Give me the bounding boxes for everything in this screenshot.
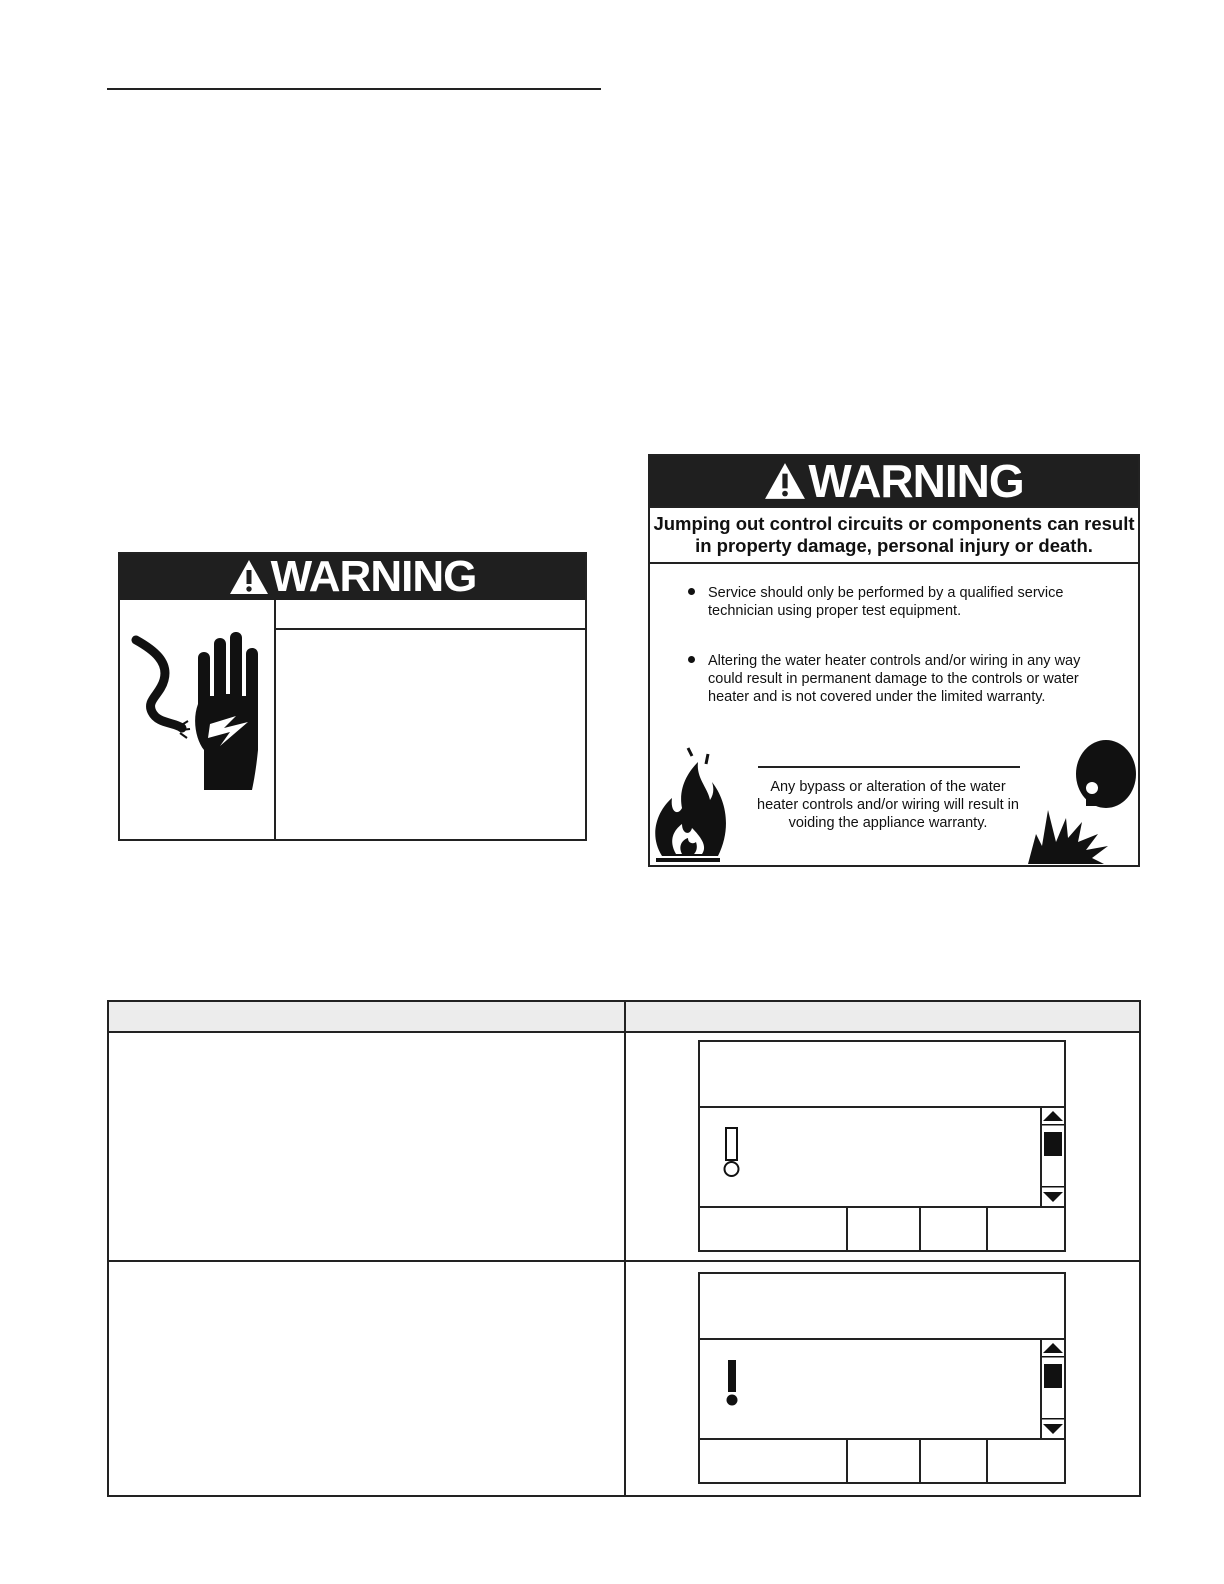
section-rule	[107, 88, 601, 90]
warning-triangle-icon	[229, 559, 269, 595]
warning-bullet: Altering the water heater controls and/or wiring in any way could result in permanent damage to the controls or water heater and is not covered under the limited warranty.	[680, 652, 1118, 706]
explosion-hazard-icon	[1028, 738, 1138, 866]
electrical-warning-label	[118, 552, 587, 841]
warning-title: WARNING	[808, 455, 1024, 507]
scrollbar[interactable]	[1040, 1340, 1064, 1438]
outlined-alert-icon	[722, 1126, 742, 1178]
control-circuit-warning-label	[648, 454, 1140, 867]
warning-header	[120, 554, 585, 600]
soft-key-2[interactable]	[846, 1208, 920, 1250]
warning-divider	[758, 766, 1020, 768]
scroll-down-icon[interactable]	[1043, 1192, 1063, 1202]
soft-key-4[interactable]	[986, 1440, 1068, 1482]
warning-header	[650, 456, 1138, 506]
soft-key-3[interactable]	[919, 1208, 987, 1250]
warning-lead-text: Jumping out control circuits or components can result in property damage, personal injury or death.	[650, 506, 1138, 564]
soft-key-4[interactable]	[986, 1208, 1068, 1250]
electric-shock-hand-icon	[124, 600, 274, 790]
filled-alert-icon	[722, 1358, 742, 1410]
fire-hazard-icon	[652, 744, 730, 866]
control-display-screen	[698, 1272, 1066, 1484]
warning-bullet: Service should only be performed by a qualified service technician using proper test equipment.	[680, 584, 1118, 620]
warning-triangle-icon	[764, 462, 806, 500]
soft-key-1[interactable]	[698, 1440, 847, 1482]
display-table	[107, 1000, 1141, 1497]
scrollbar[interactable]	[1040, 1108, 1064, 1206]
soft-key-2[interactable]	[846, 1440, 920, 1482]
warranty-notice: Any bypass or alteration of the water heater controls and/or wiring will result in voiding the appliance warranty.	[757, 779, 1019, 831]
soft-key-1[interactable]	[698, 1208, 847, 1250]
scroll-up-icon[interactable]	[1043, 1111, 1063, 1121]
warning-bullets	[680, 584, 1118, 738]
scroll-up-icon[interactable]	[1043, 1343, 1063, 1353]
scroll-thumb[interactable]	[1044, 1132, 1062, 1156]
scroll-down-icon[interactable]	[1043, 1424, 1063, 1434]
control-display-screen	[698, 1040, 1066, 1252]
soft-key-3[interactable]	[919, 1440, 987, 1482]
scroll-thumb[interactable]	[1044, 1364, 1062, 1388]
warning-title: WARNING	[270, 552, 477, 601]
